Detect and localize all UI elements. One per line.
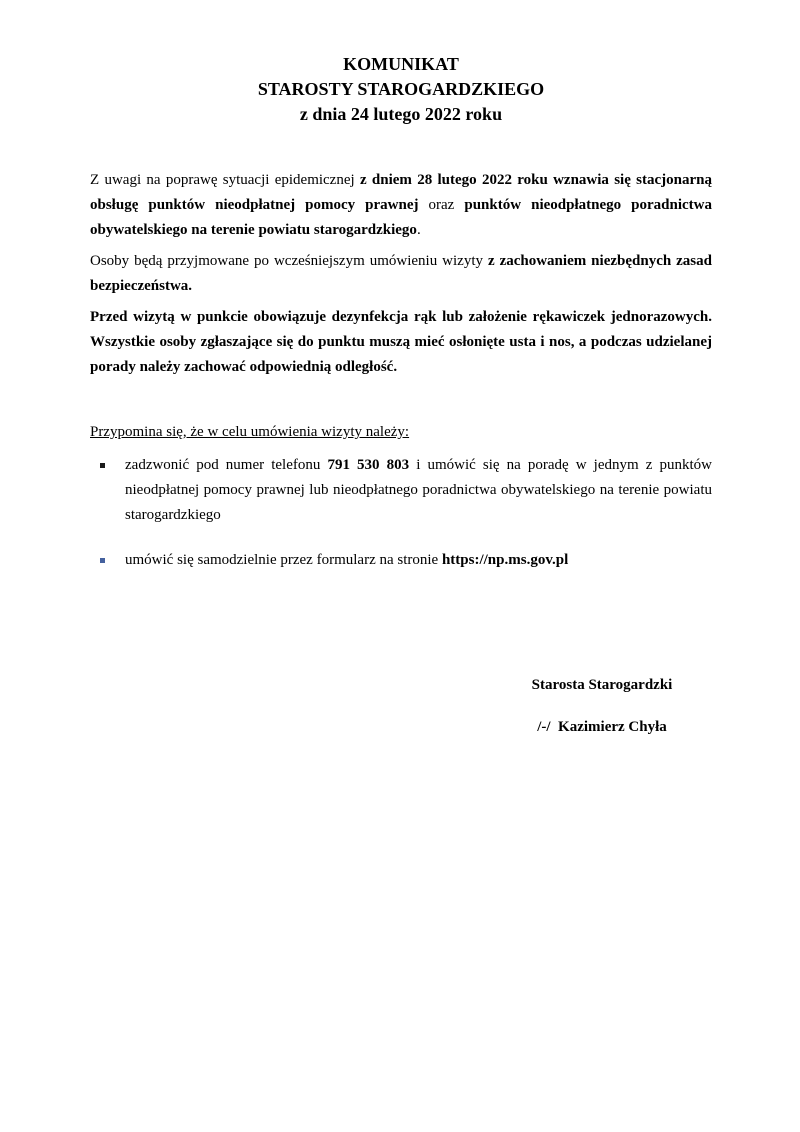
list-item-online-form [90,548,712,573]
paragraph-intro-run: oraz [418,197,465,213]
signature-name: /-/ Kazimierz Chyła [537,719,667,735]
square-bullet-icon [100,463,105,468]
title-line-3: z dnia 24 lutego 2022 roku [299,104,503,124]
paragraph-intro-run-bold: punktów nieodpłatnego poradnictwa obywatelskiego na terenie powiatu starogardzkiego [90,197,712,238]
list-item-phone-run: zadzwonić pod numer telefonu [125,457,328,473]
title-line-2: STAROSTY STAROGARDZKIEGO [257,79,545,99]
title-line-1: KOMUNIKAT [343,54,459,74]
square-bullet-icon [100,558,105,563]
signature-role: Starosta Starogardzki [531,677,673,693]
paragraph-intro-run: . [416,222,421,238]
document-title [90,52,712,127]
paragraph-visits-run: Osoby będą przyjmowane po wcześniejszym umówieniu wizyty [90,253,488,269]
reminder-heading [90,420,712,445]
paragraph-visits [90,249,712,299]
appointment-options-list [90,453,712,573]
website-url: https://np.ms.gov.pl [441,552,569,568]
paragraph-intro [90,168,712,243]
paragraph-intro-run-bold: z dniem 28 lutego 2022 roku wznawia się stacjonarną obsługę punktów nieodpłatnej pomocy prawnej [90,172,712,213]
paragraph-safety-rules: Przed wizytą w punkcie obowiązuje dezynfekcja rąk lub założenie rękawiczek jednorazowych. Wszystkie osoby zgłaszające się do punktu muszą mieć osłonięte usta i nos, a podczas udzielanej porady należy zachować odpowiednią odległość. [90,309,712,375]
list-item-phone-run: i umówić się na poradę w jednym z punktów nieodpłatnej pomocy prawnej lub nieodpłatnego poradnictwa obywatelskiego na terenie powiatu starogardzkiego [125,457,713,523]
reminder-heading-text: Przypomina się, że w celu umówienia wizyty należy: [90,424,410,440]
list-item-online-run: umówić się samodzielnie przez formularz na stronie [125,552,442,568]
phone-number: 791 530 803 [327,457,410,473]
paragraph-intro-run: Z uwagi na poprawę sytuacji epidemicznej [90,172,360,188]
paragraph-visits-run-bold: z zachowaniem niezbędnych zasad bezpieczeństwa. [90,253,712,294]
list-item-phone [90,453,712,528]
signature-block [462,673,742,740]
